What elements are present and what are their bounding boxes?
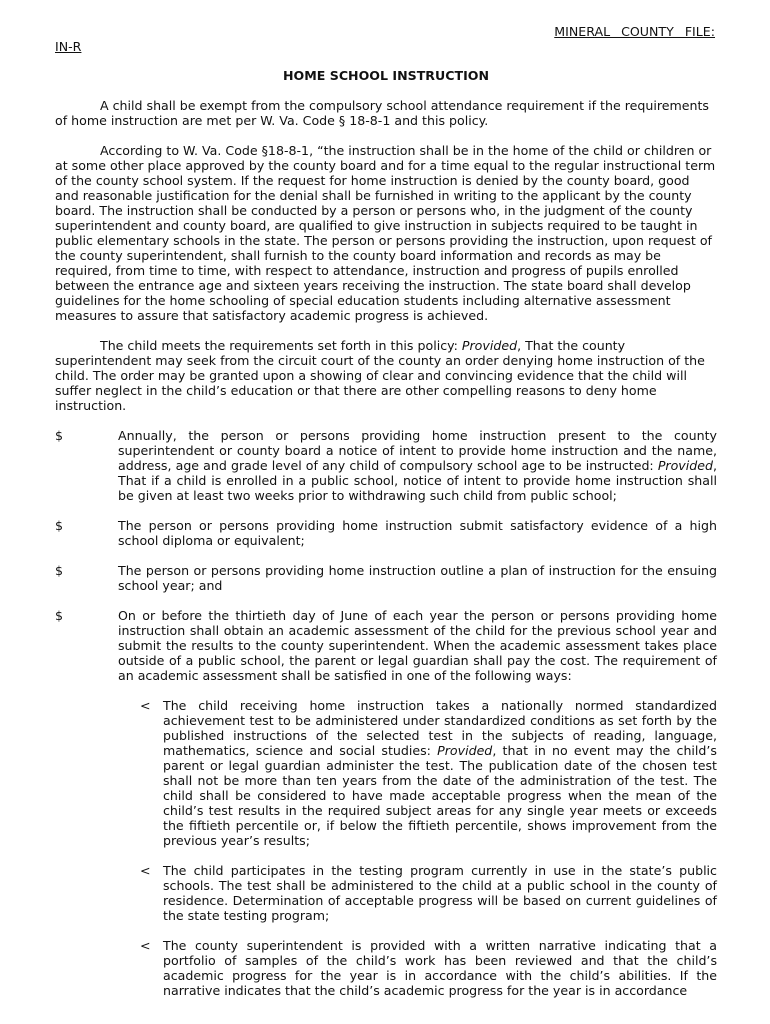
file-header	[55, 24, 717, 54]
subitem-state-testing-program: < The child participates in the testing program currently in use in the state’s public schools. The test shall be administered to the child at a public school in the county of residence. Determination of acceptable progress will be based on current guidelines of the state testing program;	[140, 863, 717, 923]
bullet-symbol: $	[55, 608, 64, 623]
paragraph-exemption: A child shall be exempt from the compulsory school attendance requirement if the requirements of home instruction are met per W. Va. Code § 18-8-1 and this policy.	[55, 98, 709, 128]
bullet-symbol: $	[55, 518, 64, 533]
subitem-standardized-test: < The child receiving home instruction takes a nationally normed standardized achievement test to be administered under standardized conditions as set forth by the published instructions of the selected test in the subjects of reading, language, mathematics, science and social studies: Provided, that in no event may the child’s parent or legal guardian administer the test. The publication date of the chosen test shall not be more than ten years from the date of the administration of the test. The child shall be considered to have made acceptable progress when the mean of the child’s test results in the required subject areas for any single year meets or exceeds the fiftieth percentile or, if below the fiftieth percentile, shows improvement from the previous year’s results;	[140, 698, 717, 848]
paragraph-requirements: The child meets the requirements set forth in this policy: Provided, That the county superintendent may seek from the circuit court of the county an order denying home instruction of the child. The order may be granted upon a showing of clear and convincing evidence that the child will suffer neglect in the child’s education or that there are other compelling reasons to deny home instruction.	[55, 338, 705, 413]
bullet-notice-of-intent: $ Annually, the person or persons providing home instruction present to the county superintendent or county board a notice of intent to provide home instruction and the name, address, age and grade level of any child of compulsory school age to be instructed: Provided, That if a child is enrolled in a public school, notice of intent to provide home instruction shall be given at least two weeks prior to withdrawing such child from public school;	[55, 428, 717, 503]
document-page	[55, 24, 717, 998]
bullet-symbol: $	[55, 428, 64, 443]
sub-symbol: <	[140, 938, 151, 953]
file-code: IN-R	[55, 39, 82, 54]
subitem-portfolio-narrative: < The county superintendent is provided with a written narrative indicating that a portfolio of samples of the child’s work has been reviewed and that the child’s academic progress for the year is in accordance with the child’s abilities. If the narrative indicates that the child’s academic progress for the year is in accordance	[140, 938, 717, 998]
sub-symbol: <	[140, 698, 151, 713]
document-title: HOME SCHOOL INSTRUCTION	[282, 68, 489, 83]
bullet-diploma: $ The person or persons providing home instruction submit satisfactory evidence of a high school diploma or equivalent;	[55, 518, 717, 548]
bullet-symbol: $	[55, 563, 64, 578]
bullet-plan-of-instruction: $ The person or persons providing home instruction outline a plan of instruction for the ensuing school year; and	[55, 563, 717, 593]
file-label: MINERAL COUNTY FILE:	[554, 24, 715, 39]
paragraph-code-quote: According to W. Va. Code §18-8-1, “the instruction shall be in the home of the child or children or at some other place approved by the county board and for a time equal to the regular instructional term of the county school system. If the request for home instruction is denied by the county board, good and reasonable justification for the denial shall be furnished in writing to the applicant by the county board. The instruction shall be conducted by a person or persons who, in the judgment of the county superintendent and county board, are qualified to give instruction in subjects required to be taught in public elementary schools in the state. The person or persons providing the instruction, upon request of the county superintendent, shall furnish to the county board information and records as may be required, from time to time, with respect to attendance, instruction and progress of pupils enrolled between the entrance age and sixteen years receiving the instruction. The state board shall develop guidelines for the home schooling of special education students including alternative assessment measures to assure that satisfactory academic progress is achieved.	[55, 143, 716, 323]
bullet-academic-assessment: $ On or before the thirtieth day of June of each year the person or persons providing home instruction shall obtain an academic assessment of the child for the previous school year and submit the results to the county superintendent. When the academic assessment takes place outside of a public school, the parent or legal guardian shall pay the cost. The requirement of an academic assessment shall be satisfied in one of the following ways:	[55, 608, 717, 683]
sub-symbol: <	[140, 863, 151, 878]
